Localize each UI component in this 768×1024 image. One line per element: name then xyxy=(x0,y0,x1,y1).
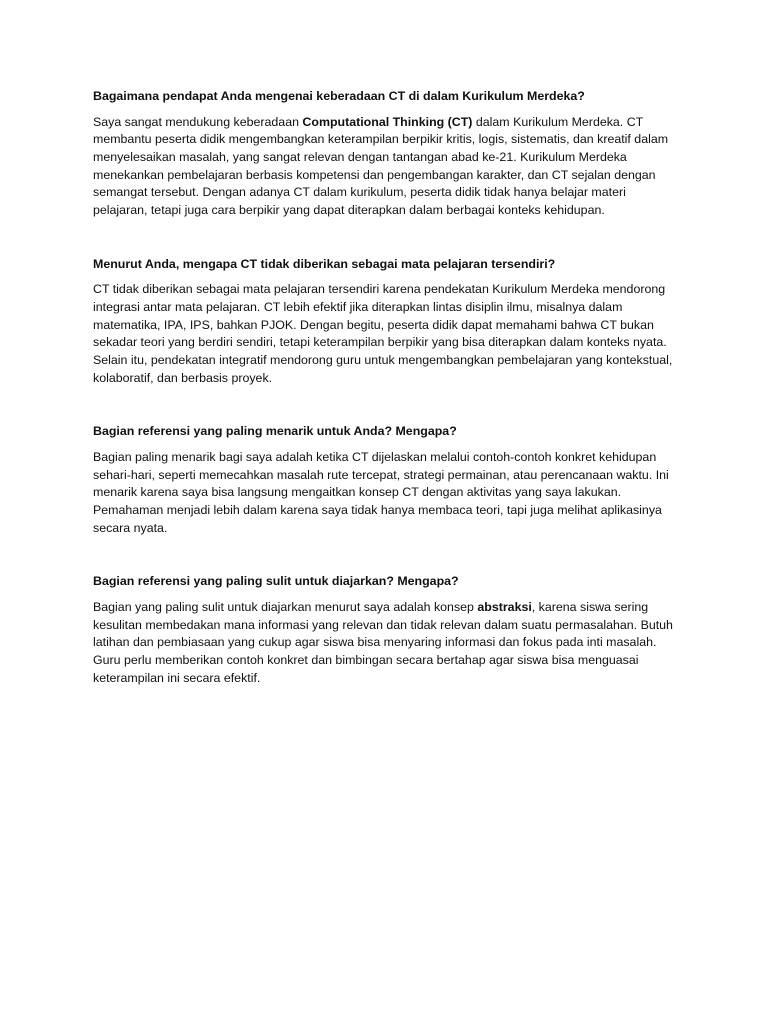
question-heading-3: Bagian referensi yang paling menarik untuk Anda? Mengapa? xyxy=(93,424,457,439)
answer-text-start: Saya sangat mendukung keberadaan xyxy=(93,114,303,129)
question-heading-4: Bagian referensi yang paling sulit untuk diajarkan? Mengapa? xyxy=(93,574,459,589)
qa-section-1 xyxy=(93,88,678,220)
bold-term-abstraksi: abstraksi xyxy=(477,599,532,614)
answer-text-start: Bagian yang paling sulit untuk diajarkan menurut saya adalah konsep xyxy=(93,599,478,614)
bold-term-computational-thinking: Computational Thinking (CT) xyxy=(302,114,473,129)
answer-paragraph-2: CT tidak diberikan sebagai mata pelajaran tersendiri karena pendekatan Kurikulum Merdeka mendorong integrasi antar mata pelajaran. CT lebih efektif jika diterapkan lintas disiplin ilmu, misalnya dalam matematika, IPA, IPS, bahkan PJOK. Dengan begitu, peserta didik dapat memahami bahwa CT bukan sekadar teori yang berdiri sendiri, tetapi keterampilan berpikir yang bisa diterapkan dalam konteks nyata. Selain itu, pendekatan integratif mendorong guru untuk mengembangkan pembelajaran yang kontekstual, kolaboratif, dan berbasis proyek. xyxy=(93,282,673,385)
question-heading-1: Bagaimana pendapat Anda mengenai keberadaan CT di dalam Kurikulum Merdeka? xyxy=(93,89,585,103)
question-heading-2: Menurut Anda, mengapa CT tidak diberikan sebagai mata pelajaran tersendiri? xyxy=(93,256,556,271)
document-body xyxy=(93,88,678,723)
answer-text-end: , karena siswa sering kesulitan membedakan mana informasi yang relevan dan tidak relevan dalam suatu permasalahan. Butuh latihan dan pembiasaan yang cukup agar siswa bisa menyaring informasi dan fokus pada inti masalah. Guru perlu memberikan contoh konkret dan bimbingan secara bertahap agar siswa bisa menguasai keterampilan ini secara efektif. xyxy=(93,599,673,685)
answer-paragraph-4 xyxy=(93,599,678,688)
qa-section-2 xyxy=(93,256,678,388)
qa-section-4 xyxy=(93,573,678,687)
answer-text-end: dalam Kurikulum Merdeka. CT membantu peserta didik mengembangkan keterampilan berpikir kritis, logis, sistematis, dan kreatif dalam menyelesaikan masalah, yang sangat relevan dengan tantangan abad ke-21. Kurikulum Merdeka menekankan pembelajaran berbasis kompetensi dan pengembangan karakter, dan CT sejalan dengan semangat tersebut. Dengan adanya CT dalam kurikulum, peserta didik tidak hanya belajar materi pelajaran, tetapi juga cara berpikir yang dapat diterapkan dalam berbagai konteks kehidupan. xyxy=(93,114,669,218)
answer-paragraph-3: Bagian paling menarik bagi saya adalah ketika CT dijelaskan melalui contoh-contoh konkret kehidupan sehari-hari, seperti memecahkan masalah rute tercepat, strategi permainan, atau perencanaan waktu. Ini menarik karena saya bisa langsung mengaitkan konsep CT dengan aktivitas yang saya lakukan. Pemahaman menjadi lebih dalam karena saya tidak hanya membaca teori, tapi juga melihat aplikasinya secara nyata. xyxy=(93,449,669,535)
qa-section-3 xyxy=(93,423,678,537)
answer-paragraph-1 xyxy=(93,114,678,220)
